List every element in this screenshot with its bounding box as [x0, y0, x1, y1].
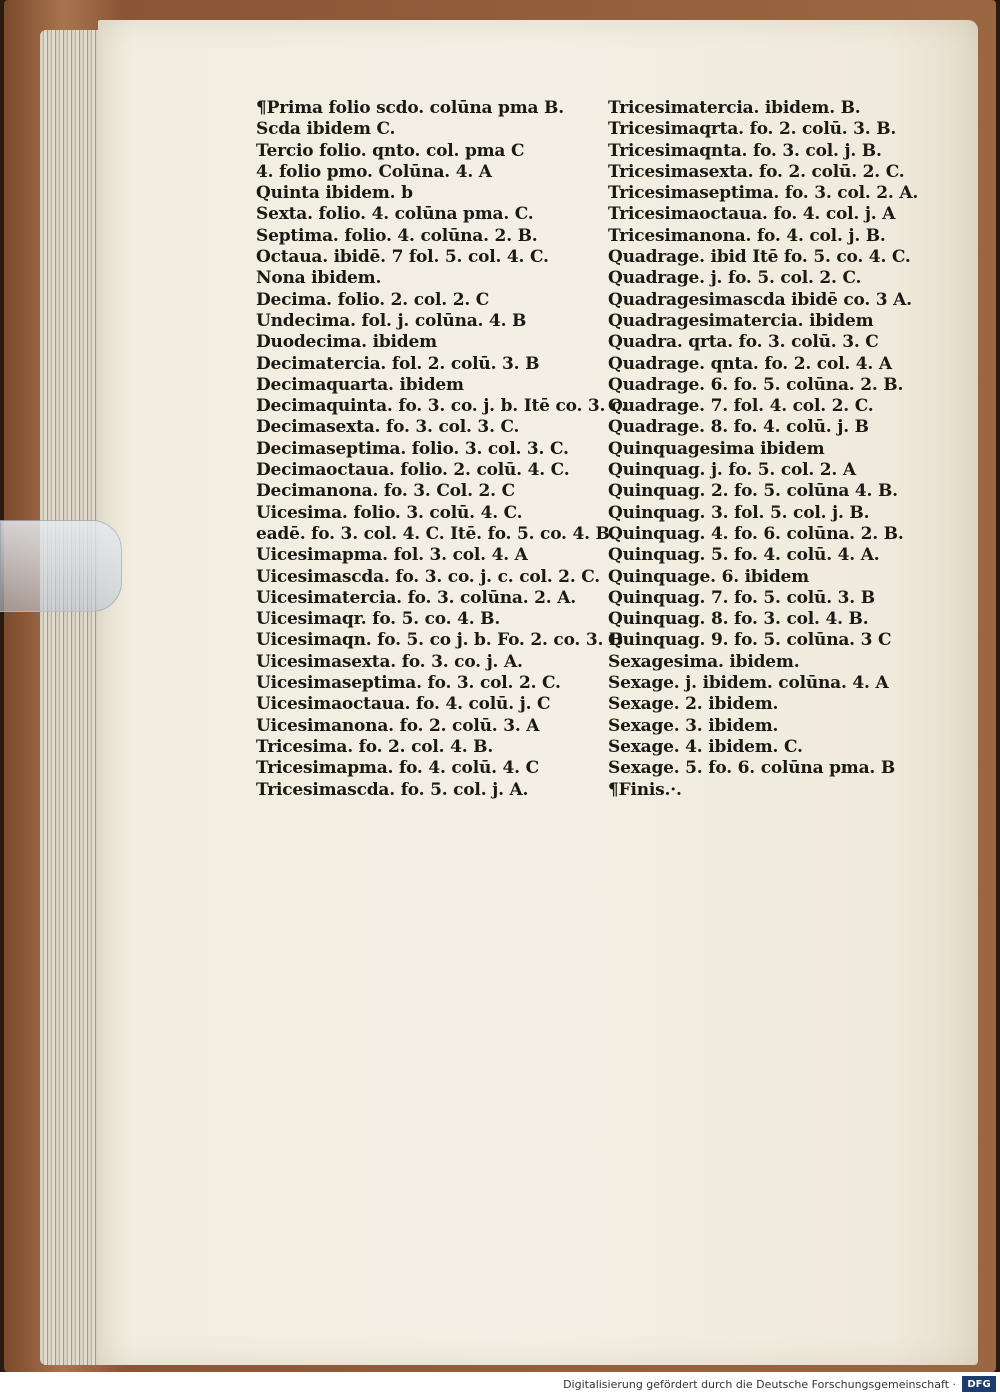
index-entry: Octaua. ibidē. 7 fol. 5. col. 4. C. [256, 247, 549, 268]
index-entry: Uicesimaqr. fo. 5. co. 4. B. [256, 609, 501, 630]
index-entry: Sexage. j. ibidem. colūna. 4. A [608, 673, 889, 694]
index-entry: Decimaoctaua. folio. 2. colū. 4. C. [256, 460, 570, 481]
index-entry: Uicesimapma. fol. 3. col. 4. A [256, 545, 528, 566]
index-entry: Quadra. qrta. fo. 3. colū. 3. C [608, 332, 879, 353]
index-entry: Quinquag. j. fo. 5. col. 2. A [608, 460, 856, 481]
index-entry: Duodecima. ibidem [256, 332, 437, 353]
index-entry: Undecima. fol. j. colūna. 4. B [256, 310, 527, 331]
index-entry: Septima. folio. 4. colūna. 2. B. [256, 225, 538, 246]
index-entry: Uicesimascda. fo. 3. co. j. c. col. 2. C. [256, 566, 601, 587]
index-entry: Sexta. folio. 4. colūna pma. C. [256, 204, 534, 225]
dfg-logo: DFG [962, 1376, 996, 1392]
index-entry: Tricesimasexta. fo. 2. colū. 2. C. [608, 161, 905, 182]
index-entry: Quadrage. qnta. fo. 2. col. 4. A [608, 353, 892, 374]
index-entry: Quadrage. ibid Itē fo. 5. co. 4. C. [608, 247, 911, 268]
index-entry: Decima. folio. 2. col. 2. C [256, 289, 490, 310]
index-entry: Decimaquarta. ibidem [256, 374, 464, 395]
footer-bar [0, 1372, 1000, 1398]
index-entry: Sexage. 4. ibidem. C. [608, 736, 803, 757]
index-entry: Nona ibidem. [256, 268, 382, 289]
index-entry: Quadragesimascda ibidē co. 3 A. [608, 289, 912, 310]
index-entry: Sexage. 5. fo. 6. colūna pma. B [608, 758, 896, 779]
index-column-left [256, 98, 627, 801]
index-entry: Quinquage. 6. ibidem [608, 566, 809, 587]
index-entry: 4. folio pmo. Colūna. 4. A [256, 161, 492, 182]
index-entry: Scda ibidem C. [256, 119, 396, 140]
footer-credit: Digitalisierung gefördert durch die Deutsche Forschungsgemeinschaft · [563, 1378, 956, 1391]
index-entry: Quinquag. 2. fo. 5. colūna 4. B. [608, 481, 898, 502]
index-entry: Tricesimaqrta. fo. 2. colū. 3. B. [608, 119, 897, 140]
index-entry: Tricesimanona. fo. 4. col. j. B. [608, 225, 886, 246]
index-entry: Quadrage. 6. fo. 5. colūna. 2. B. [608, 374, 904, 395]
index-entry: Sexage. 3. ibidem. [608, 715, 779, 736]
index-entry: Quinquag. 8. fo. 3. col. 4. B. [608, 609, 869, 630]
index-entry: Tricesimascda. fo. 5. col. j. A. [256, 779, 529, 800]
index-entry: Quadrage. j. fo. 5. col. 2. C. [608, 268, 862, 289]
index-entry: Uicesimatercia. fo. 3. colūna. 2. A. [256, 587, 576, 608]
index-entry: Tricesimatercia. ibidem. B. [608, 98, 861, 118]
index-entry: Quadrage. 8. fo. 4. colū. j. B [608, 417, 869, 438]
index-entry: ¶Finis.·. [608, 779, 682, 800]
bookmark-strip [0, 520, 122, 612]
index-entry: Quadrage. 7. fol. 4. col. 2. C. [608, 396, 874, 417]
index-entry: Tricesimaseptima. fo. 3. col. 2. A. [608, 183, 919, 204]
index-entry: Quinquag. 9. fo. 5. colūna. 3 C [608, 630, 892, 651]
index-entry: Quinquag. 4. fo. 6. colūna. 2. B. [608, 523, 904, 544]
index-entry: Decimaquinta. fo. 3. co. j. b. Itē co. 3. c. [256, 396, 627, 417]
index-entry: ¶Prima folio scdo. colūna pma B. [256, 98, 564, 118]
index-entry: Quinquag. 7. fo. 5. colū. 3. B [608, 587, 875, 608]
index-entry: Uicesima. folio. 3. colū. 4. C. [256, 502, 523, 523]
index-entry: Sexagesima. ibidem. [608, 651, 800, 672]
index-entry: Uicesimaqn. fo. 5. co j. b. Fo. 2. co. 3. B [256, 630, 624, 651]
index-entry: Sexage. 2. ibidem. [608, 694, 779, 715]
index-entry: Tricesima. fo. 2. col. 4. B. [256, 736, 494, 757]
index-entry: Uicesimasexta. fo. 3. co. j. A. [256, 651, 523, 672]
index-entry: Uicesimanona. fo. 2. colū. 3. A [256, 715, 540, 736]
index-entry: Quinquag. 5. fo. 4. colū. 4. A. [608, 545, 880, 566]
index-entry: Tercio folio. qnto. col. pma C [256, 140, 525, 161]
index-entry: Decimasexta. fo. 3. col. 3. C. [256, 417, 520, 438]
index-entry: Uicesimaoctaua. fo. 4. colū. j. C [256, 694, 551, 715]
index-entry: Tricesimaoctaua. fo. 4. col. j. A [608, 204, 896, 225]
index-entry: Uicesimaseptima. fo. 3. col. 2. C. [256, 673, 561, 694]
index-entry: Decimaseptima. folio. 3. col. 3. C. [256, 438, 569, 459]
index-entry: Quadragesimatercia. ibidem [608, 310, 874, 331]
index-entry: Quinquag. 3. fol. 5. col. j. B. [608, 502, 870, 523]
index-entry: Decimatercia. fol. 2. colū. 3. B [256, 353, 540, 374]
index-entry: Tricesimaqnta. fo. 3. col. j. B. [608, 140, 882, 161]
index-entry: eadē. fo. 3. col. 4. C. Itē. fo. 5. co. 4. B. [256, 523, 616, 544]
index-entry: Tricesimapma. fo. 4. colū. 4. C [256, 758, 539, 779]
index-entry: Decimanona. fo. 3. Col. 2. C [256, 481, 515, 502]
index-column-right [608, 98, 918, 801]
index-entry: Quinquagesima ibidem [608, 438, 825, 459]
index-entry: Quinta ibidem. b [256, 183, 413, 204]
